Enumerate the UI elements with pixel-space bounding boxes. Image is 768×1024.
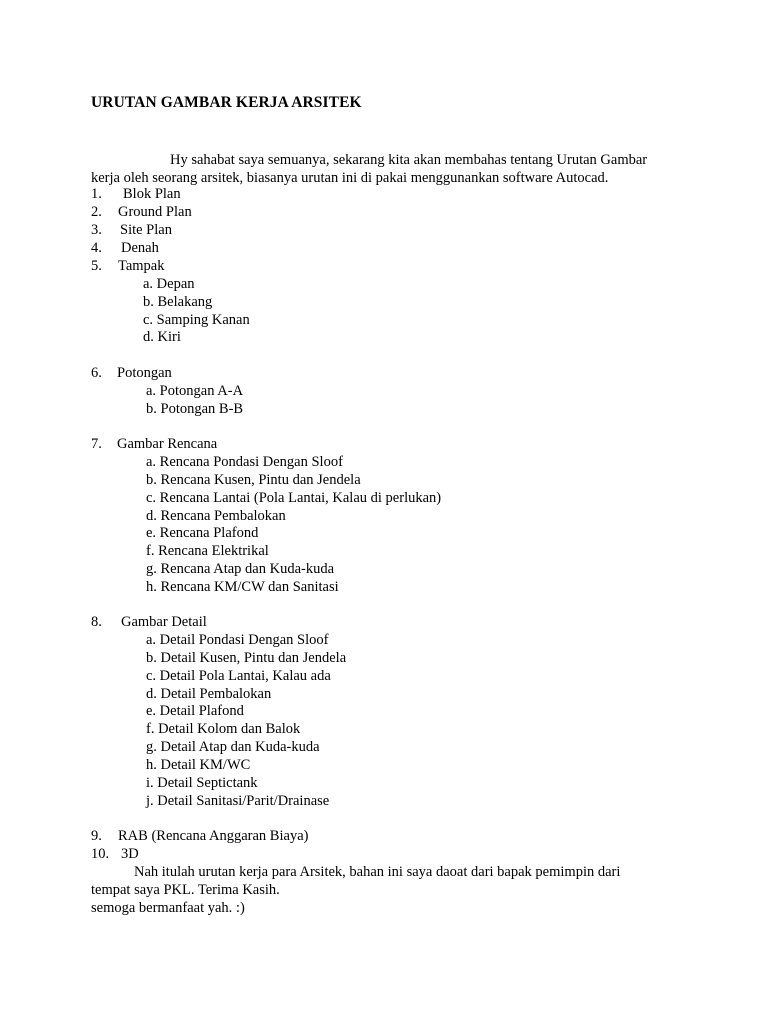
sub-list-item: a. Potongan A-A	[146, 383, 244, 399]
closing-paragraph-line-1: Nah itulah urutan kerja para Arsitek, bahan ini saya daoat dari bapak pemimpin dari	[134, 864, 621, 880]
sub-list-item: c. Samping Kanan	[143, 312, 250, 328]
sub-list-item: d. Kiri	[143, 329, 181, 345]
list-item-label: Gambar Detail	[121, 614, 207, 630]
list-number: 8.	[91, 614, 102, 630]
sub-list-item: c. Detail Pola Lantai, Kalau ada	[146, 668, 331, 684]
sub-list-item: e. Rencana Plafond	[146, 525, 259, 541]
list-number: 1.	[91, 186, 102, 202]
sub-list-item: b. Rencana Kusen, Pintu dan Jendela	[146, 472, 361, 488]
sub-list-item: g. Detail Atap dan Kuda-kuda	[146, 739, 320, 755]
sub-list-item: j. Detail Sanitasi/Parit/Drainase	[146, 793, 330, 809]
list-number: 7.	[91, 436, 102, 452]
sub-list-item: i. Detail Septictank	[146, 775, 258, 791]
sub-list-item: b. Detail Kusen, Pintu dan Jendela	[146, 650, 347, 666]
list-item-label: Denah	[121, 240, 159, 256]
closing-paragraph-line-3: semoga bermanfaat yah. :)	[91, 900, 245, 916]
sub-list-item: b. Potongan B-B	[146, 401, 244, 417]
list-item-label: Tampak	[118, 258, 165, 274]
sub-list-item: a. Depan	[143, 276, 195, 292]
list-number: 9.	[91, 828, 102, 844]
list-item-label: Site Plan	[120, 222, 172, 238]
list-item-label: Blok Plan	[123, 186, 181, 202]
sub-list-item: g. Rencana Atap dan Kuda-kuda	[146, 561, 335, 577]
sub-list-item: a. Detail Pondasi Dengan Sloof	[146, 632, 329, 648]
sub-list-item: b. Belakang	[143, 294, 213, 310]
list-item-label: Gambar Rencana	[117, 436, 218, 452]
list-number: 5.	[91, 258, 102, 274]
sub-list-item: a. Rencana Pondasi Dengan Sloof	[146, 454, 343, 470]
sub-list-item: h. Detail KM/WC	[146, 757, 251, 773]
list-number: 4.	[91, 240, 102, 256]
sub-list-item: e. Detail Plafond	[146, 703, 244, 719]
sub-list-item: f. Rencana Elektrikal	[146, 543, 269, 559]
sub-list-item: c. Rencana Lantai (Pola Lantai, Kalau di perlukan)	[146, 490, 442, 506]
sub-list-item: f. Detail Kolom dan Balok	[146, 721, 301, 737]
document-title: URUTAN GAMBAR KERJA ARSITEK	[91, 94, 362, 111]
list-number: 10.	[91, 846, 110, 862]
sub-list-item: h. Rencana KM/CW dan Sanitasi	[146, 579, 339, 595]
list-number: 6.	[91, 365, 102, 381]
intro-paragraph-line-2: kerja oleh seorang arsitek, biasanya urutan ini di pakai menggunankan software Autocad.	[91, 170, 609, 186]
closing-paragraph-line-2: tempat saya PKL. Terima Kasih.	[91, 882, 280, 898]
list-item-label: Ground Plan	[118, 204, 192, 220]
list-number: 2.	[91, 204, 102, 220]
list-item-label: 3D	[121, 846, 139, 862]
sub-list-item: d. Detail Pembalokan	[146, 686, 272, 702]
list-item-label: Potongan	[117, 365, 172, 381]
list-number: 3.	[91, 222, 102, 238]
intro-paragraph-line-1: Hy sahabat saya semuanya, sekarang kita akan membahas tentang Urutan Gambar	[170, 152, 648, 168]
list-item-label: RAB (Rencana Anggaran Biaya)	[118, 828, 309, 844]
sub-list-item: d. Rencana Pembalokan	[146, 508, 286, 524]
